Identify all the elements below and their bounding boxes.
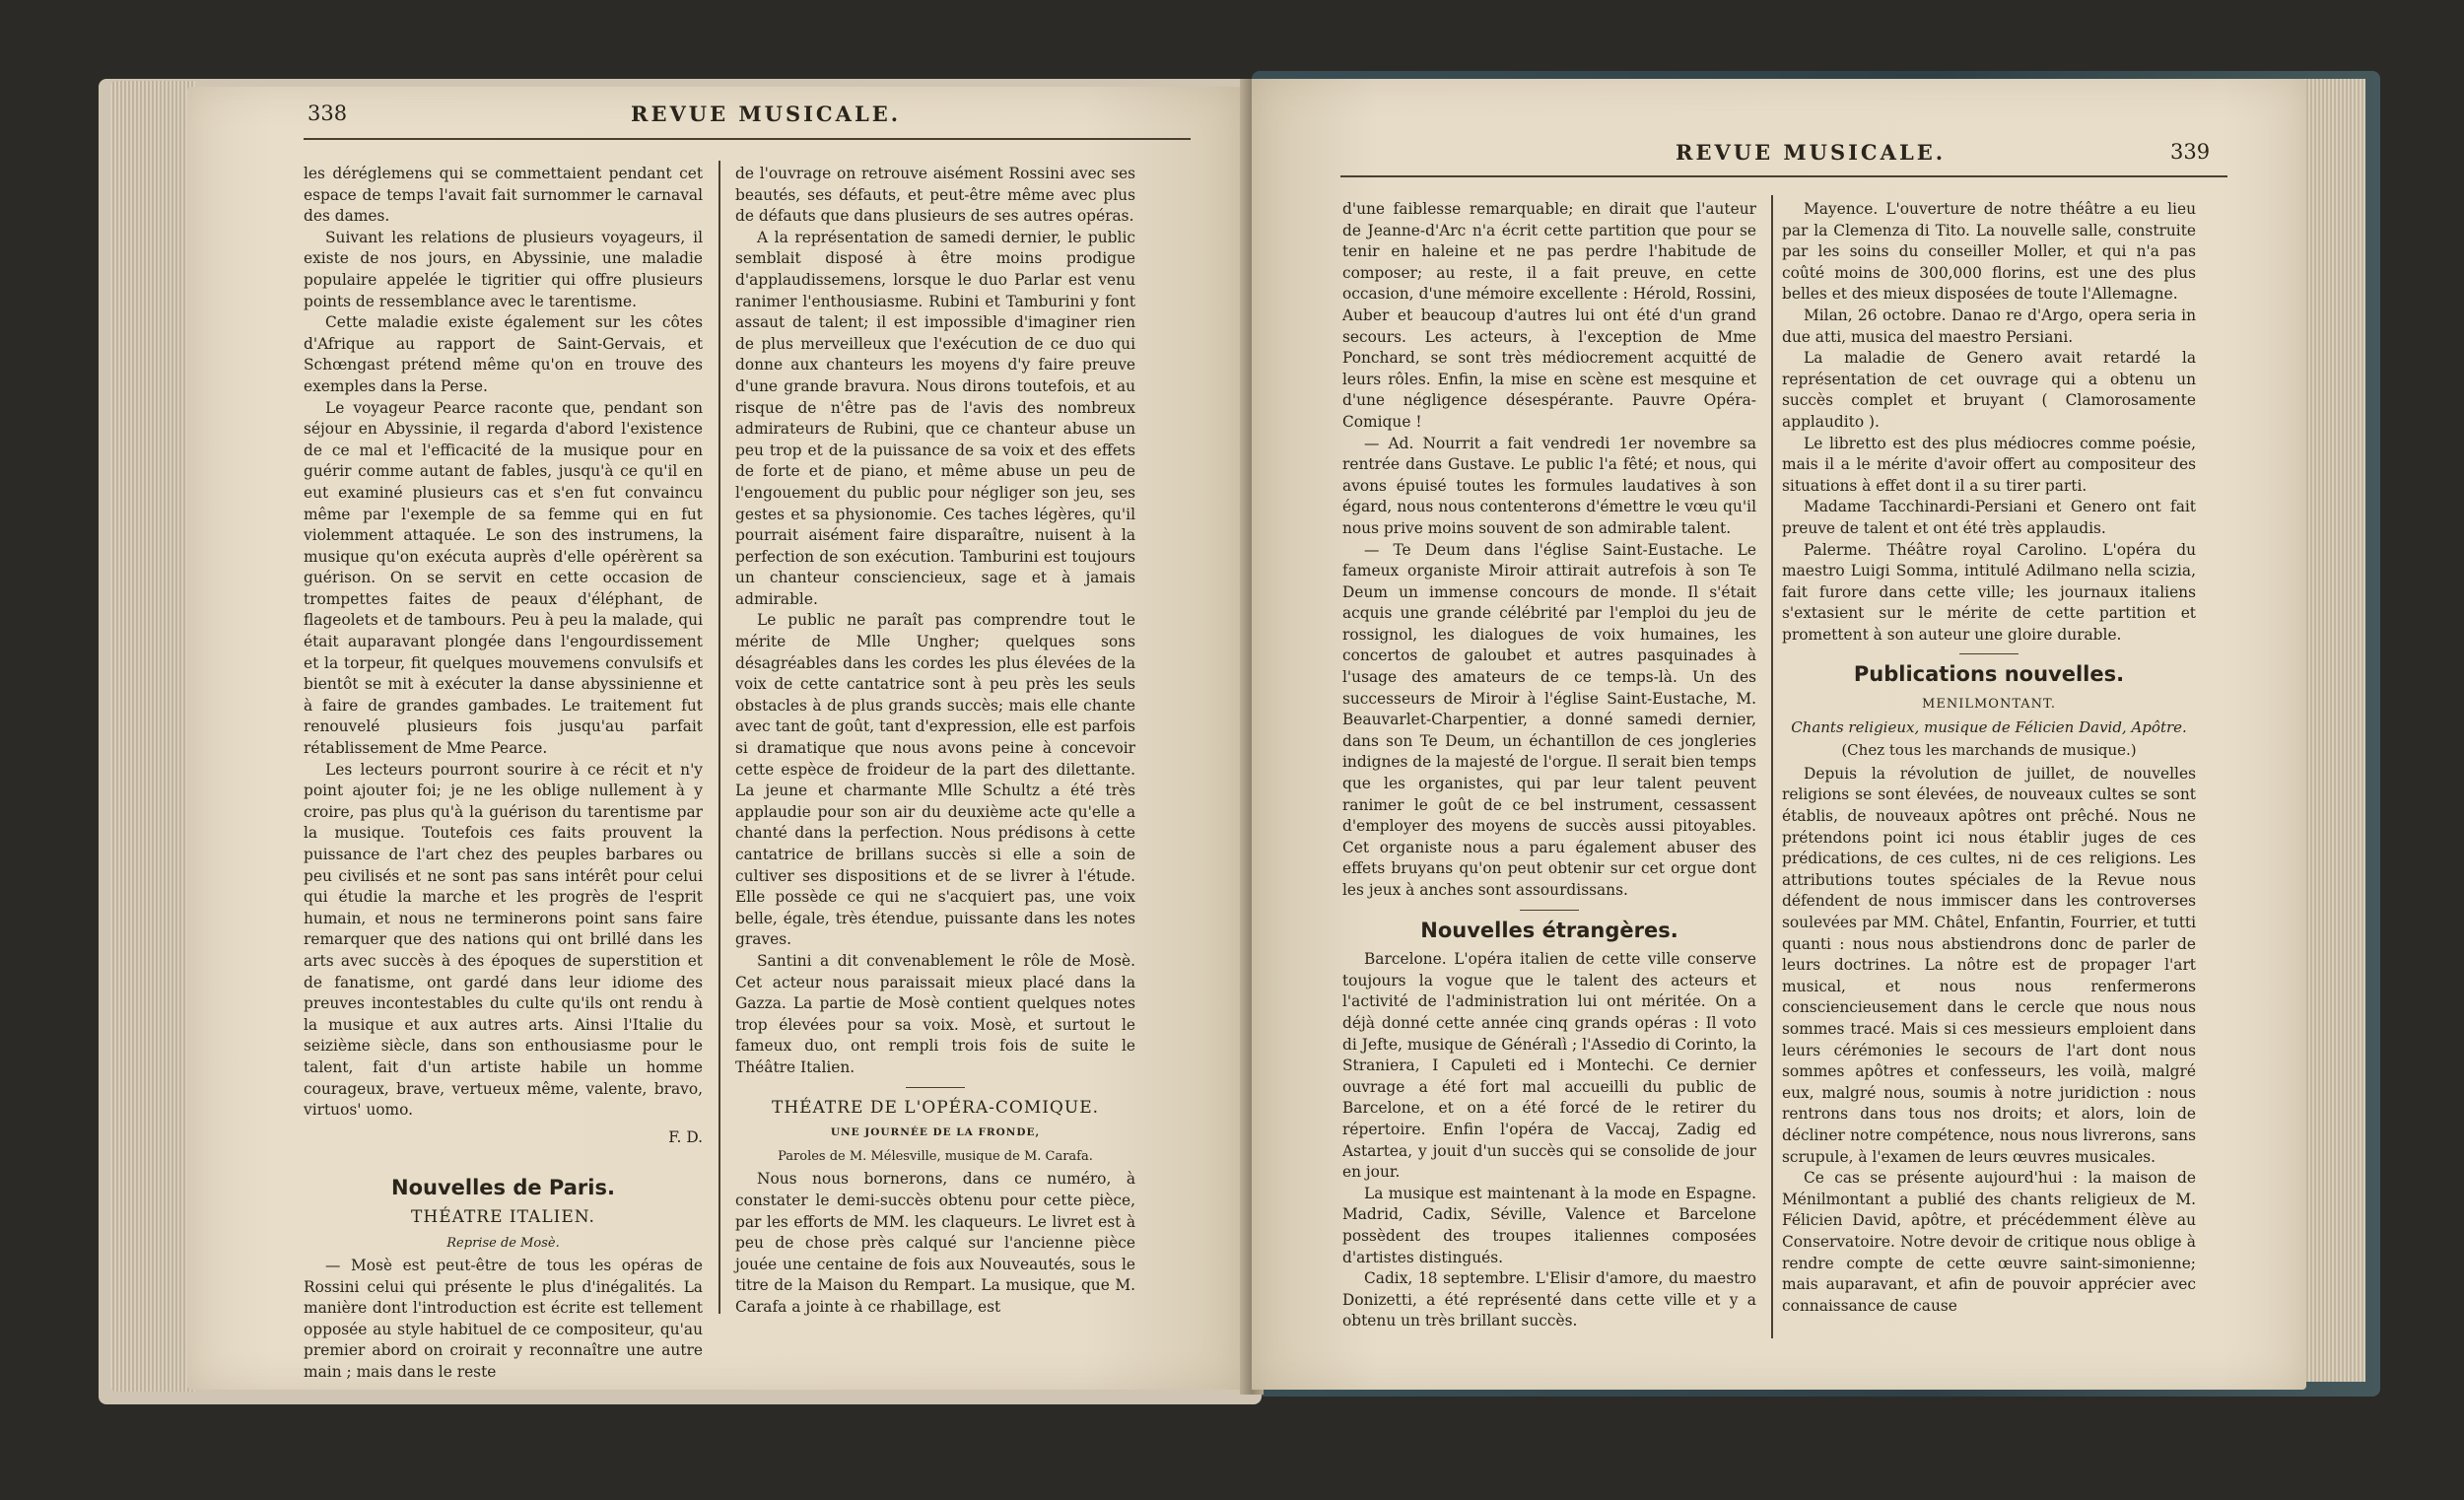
page-number-left: 338 [308,102,348,125]
theatre-title: THÉATRE DE L'OPÉRA-COMIQUE. [771,1097,1100,1118]
page-edges-left [110,81,195,1392]
paragraph: Santini a dit convenablement le rôle de Mosè. Cet acteur nous paraissait mieux placé dans la Gazza. La partie de Mosè contient quelques notes trop élevées pour sa voix. Mosè, et surtout le fameux duo, ont rempli trois fois de suite le Théâtre Italien. [735,951,1135,1076]
paragraph: Cette maladie existe également sur les côtes d'Afrique au rapport de Saint-Gervais, et Schœngast prétend même qu'on en trouve des exemples dans la Perse. [304,313,703,395]
signature: F. D. [668,1127,703,1146]
page-edges-right [2296,79,2365,1382]
column-divider-left [719,161,720,1314]
paragraph: Ce cas se présente aujourd'hui : la maison de Ménilmontant a publié des chants religieux de M. Félicien David, apôtre, et précédemment élève au Conservatoire. Notre devoir de critique nous oblige à rendre compte de cette œuvre saint-simonienne; mais auparavant, et afin de pouvoir apprécier avec connaissance de cause [1782,1169,2196,1315]
subsection-title: THÉATRE ITALIEN. [411,1206,595,1227]
separator [1520,910,1579,911]
paragraph: Suivant les relations de plusieurs voyageurs, il existe de nos jours, en Abyssinie, une maladie populaire appelée le tigritier qui offre plusieurs points de ressemblance avec le tarentisme. [304,228,703,310]
paragraph: Le public ne paraît pas comprendre tout le mérite de Mlle Ungher; quelques sons désagréables dans les cordes les plus élevées de la voix de cette cantatrice sont à peu près les seuls obstacles à de plus grands succès; mais elle chante avec tant de goût, tant d'expression, elle est parfois si dramatique que nous avons peine à concevoir cette espèce de froideur de la part des dilettante. La jeune et charmante Mlle Schultz a été très applaudie pour son air du deuxième acte qu'elle a chanté dans la perfection. Nous prédisons à cette cantatrice de brillans succès si elle a soin de cultiver ses dispositions et de se livrer à l'étude. Elle possède ce qui ne s'acquiert pas, une voix belle, égale, très étendue, puissante dans les notes graves. [735,611,1135,949]
paragraph: d'une faiblesse remarquable; en dirait que l'auteur de Jeanne-d'Arc n'a écrit cette partition que pour se tenir en haleine et ne pas perdre l'habitude de composer; au reste, il a fait preuve, en cette occasion, d'une mémoire excellente : Hérold, Rossini, Auber et beaucoup d'autres lui ont été d'un grand secours. Les acteurs, à l'exception de Mme Ponchard, se sont très médiocrement acquitté de leurs rôles. Enfin, la mise en scène est mesquine et d'une négligence désespérante. Pauvre Opéra-Comique ! [1342,200,1756,431]
paragraph: Le voyageur Pearce raconte que, pendant son séjour en Abyssinie, il regarda d'abord l'existence de ce mal et l'efficacité de la musique pour en guérir comme autant de fables, jusqu'à ce qu'il en eut examiné plusieurs cas et s'en fut convaincu même par l'exemple de sa femme qui en fut violemment attaquée. Le son des instrumens, la musique qu'on exécuta auprès d'elle opérèrent sa guérison. On se servit en cette occasion de trompettes faites de peaux d'éléphant, de flageolets et de tambours. Peu à peu la malade, qui était auparavant plongée dans l'engourdissement et la torpeur, fit quelques mouvemens convulsifs et bientôt se mit à exécuter la danse abyssinienne et à faire de grandes gambades. Le traitement fut renouvelé plusieurs fois jusqu'au parfait rétablissement de Mme Pearce. [304,398,703,758]
play-title: UNE JOURNÉE DE LA FRONDE, [830,1126,1041,1139]
left-page [187,87,1242,1390]
paragraph: — Mosè est peut-être de tous les opéras de Rossini celui qui présente le plus d'inégalités. La manière dont l'introduction est écrite est tellement opposée au style habituel de ce compositeur, qu'au premier abord on croirait y reconnaître une autre main ; mais dans le reste [304,1257,703,1382]
paragraph: — Ad. Nourrit a fait vendredi 1er novembre sa rentrée dans Gustave. Le public l'a fêté; et nous, qui avons épuisé toutes les formules laudatives à son égard, nous nous contenterons d'émettre le vœu qu'il nous prive moins souvent de son admirable talent. [1342,434,1756,537]
page-number-right: 339 [2170,140,2211,164]
paragraph: Palerme. Théâtre royal Carolino. L'opéra du maestro Luigi Somma, intitulé Adilmano nella scizia, fait furore dans cette ville; les journaux italiens s'extasient sur le mérite de cette partition et promettent à son auteur une gloire durable. [1782,540,2196,644]
publication-line: Chants religieux, musique de Félicien David, Apôtre. [1791,717,2187,736]
paragraph: Le libretto est des plus médiocres comme poésie, mais il a le mérite d'avoir offert au compositeur des situations à effet dont il a su tirer parti. [1782,434,2196,495]
right-column-2 [1782,199,2196,1317]
section-title: Nouvelles de Paris. [391,1176,615,1200]
left-column-2 [735,164,1135,1318]
separator [906,1087,965,1088]
paragraph: La maladie de Genero avait retardé la représentation de cet ouvrage qui a obtenu un succès complet et bruyant ( Clamorosamente applaudito ). [1782,349,2196,431]
left-column-1 [304,164,703,1384]
paragraph: Cadix, 18 septembre. L'Elisir d'amore, du maestro Donizetti, a été représenté dans cette ville et y a obtenu un très brillant succès. [1342,1269,1756,1330]
section-title: Nouvelles étrangères. [1420,918,1678,942]
paragraph: Depuis la révolution de juillet, de nouvelles religions se sont élevées, de nouveaux cultes se sont établis, de nouveaux apôtres ont prêché. Nous ne prétendons point ici nous établir juges de ces prédications, de ces cultes, ni de ces religions. Les attributions toutes spéciales de la Revue nous défendent de nous immiscer dans les controverses soulevées par MM. Châtel, Enfantin, Fourrier, et tutti quanti : nous nous abstiendrons donc de parler de leurs doctrines. La nôtre est de propager l'art musical, et nous nous renfermerons consciencieusement dans le cercle que nous nous sommes tracé. Mais si ces messieurs emploient dans leurs cérémonies le secours de l'art dont nous sommes apôtres et confesseurs, les voilà, malgré eux, malgré nous, soumis à notre juridiction : nous rentrons dans tous nos droits; et alors, loin de décliner notre compétence, nous nous livrerons, sans scrupule, à l'examen de leurs œuvres musicales. [1782,764,2196,1166]
paragraph: Milan, 26 octobre. Danao re d'Argo, opera seria in due atti, musica del maestro Persiani. [1782,306,2196,346]
paragraph: — Te Deum dans l'église Saint-Eustache. Le fameux organiste Miroir attirait autrefois à son Te Deum un immense concours de monde. Il s'était acquis une grande célébrité par l'emploi du jeu de rossignol, les dialogues de voix humaines, les concertos de galoubet et autres pasquinades à l'usage des amateurs de ce temps-là. Un des successeurs de Miroir à l'église Saint-Eustache, M. Beauvarlet-Charpentier, a donné samedi dernier, dans son Te Deum, un échantillon de ces jongleries indignes de la majesté de l'orgue. Il serait bien temps que les organistes, qui par leur talent peuvent ranimer le goût de ce bel instrument, cessassent d'employer des moyens de succès aussi pitoyables. Cet organiste nous a paru également abuser des effets bruyans qu'on peut obtenir sur cet orgue dont les jeux à anches sont assourdissans. [1342,540,1756,899]
paragraph: Les lecteurs pourront sourire à ce récit et n'y point ajouter foi; je ne les oblige nullement à y croire, pas plus qu'à la guérison du tarentisme par la musique. Toutefois ces faits prouvent la puissance de l'art chez des peuples barbares ou peu civilisés et ne sont pas sans intérêt pour celui qui étudie la marche et les progrès de l'esprit humain, et nous ne terminerons point sans faire remarquer que des nations qui ont brillé dans les arts avec succès à des époques de superstition et de fanatisme, ont gardé dans leur idiome des preuves incontestables du culte qu'ils ont rendu à la musique et aux autres arts. Ainsi l'Italie du seizième siècle, dans son enthousiasme pour le talent, fait d'un artiste habile un homme courageux, brave, vertueux même, valente, bravo, virtuos' uomo. [304,760,703,1120]
paragraph: Barcelone. L'opéra italien de cette ville conserve toujours la vogue que le talent des acteurs et l'activité de l'administration lui ont méritée. On a déjà donné cette année cinq grands opéras : Il voto di Jefte, musique de Généralì ; l'Assedio di Corinto, la Straniera, I Capuleti ed i Montechi. Ce dernier ouvrage a été fort mal accueilli du public de Barcelone, et on a été forcé de le retirer du répertoire. Enfin l'opéra de Vaccaj, Zadig ed Astartea, y jouit d'un succès qui se consolide de jour en jour. [1342,950,1756,1182]
running-head-left: REVUE MUSICALE. [631,102,902,126]
separator [1959,653,2019,654]
paragraph: Madame Tacchinardi-Persiani et Genero ont fait preuve de talent et ont été très applaudis. [1782,498,2196,537]
play-credits: Paroles de M. Mélesville, musique de M. Carafa. [778,1148,1093,1164]
reprise-note: Reprise de Mosè. [446,1235,560,1251]
subsection-title: MENILMONTANT. [1922,697,2056,713]
publication-note: (Chez tous les marchands de musique.) [1841,741,2137,760]
paragraph: A la représentation de samedi dernier, le public semblait disposé à être moins prodigue d'applaudissemens, lorsque le duo Parlar est venu ranimer l'enthousiasme. Rubini et Tamburini y font assaut de talent; il est impossible d'imaginer rien de plus merveilleux que l'exécution de ce duo qui donne aux chanteurs les moyens d'y faire preuve d'une grande bravura. Nous dirons toutefois, et au risque de n'être pas de l'avis des nombreux admirateurs de Rubini, que ce chanteur abuse un peu trop et de la puissance de sa voix et des effets de forte et de piano, et même abuse un peu de l'engouement du public pour négliger son jeu, ses gestes et sa physionomie. Ces taches légères, qu'il pourrait aisément faire disparaître, nuisent à la perfection de son exécution. Tamburini est toujours un chanteur consciencieux, sage et à jamais admirable. [735,228,1135,608]
right-page [1252,79,2306,1390]
header-rule-right [1340,175,2227,177]
right-column-1 [1342,199,1756,1332]
running-head-right: REVUE MUSICALE. [1676,140,1947,165]
header-rule-left [304,138,1191,140]
column-divider-right [1771,195,1773,1338]
paragraph: Nous nous bornerons, dans ce numéro, à constater le demi-succès obtenu pour cette pièce, par les efforts de MM. les claqueurs. Le livret est à peu de chose près calqué sur l'ancienne pièce jouée une centaine de fois aux Nouveautés, sous le titre de la Maison du Rempart. La musique, que M. Carafa a jointe à ce rhabillage, est [735,1170,1135,1316]
paragraph: les déréglemens qui se commettaient pendant cet espace de temps l'avait fait surnommer le carnaval des dames. [304,165,703,226]
paragraph: de l'ouvrage on retrouve aisément Rossini avec ses beautés, ses défauts, et peut-être même avec plus de défauts que dans plusieurs de ses autres opéras. [735,165,1135,226]
paragraph: Mayence. L'ouverture de notre théâtre a eu lieu par la Clemenza di Tito. La nouvelle salle, construite par les soins du conseiller Moller, et qui n'a pas coûté moins de 300,000 florins, est une des plus belles et des mieux disposées de toute l'Allemagne. [1782,200,2196,304]
section-title: Publications nouvelles. [1853,662,2125,687]
paragraph: La musique est maintenant à la mode en Espagne. Madrid, Cadix, Séville, Valence et Barcelone possèdent des troupes italiennes composées d'artistes distingués. [1342,1184,1756,1266]
